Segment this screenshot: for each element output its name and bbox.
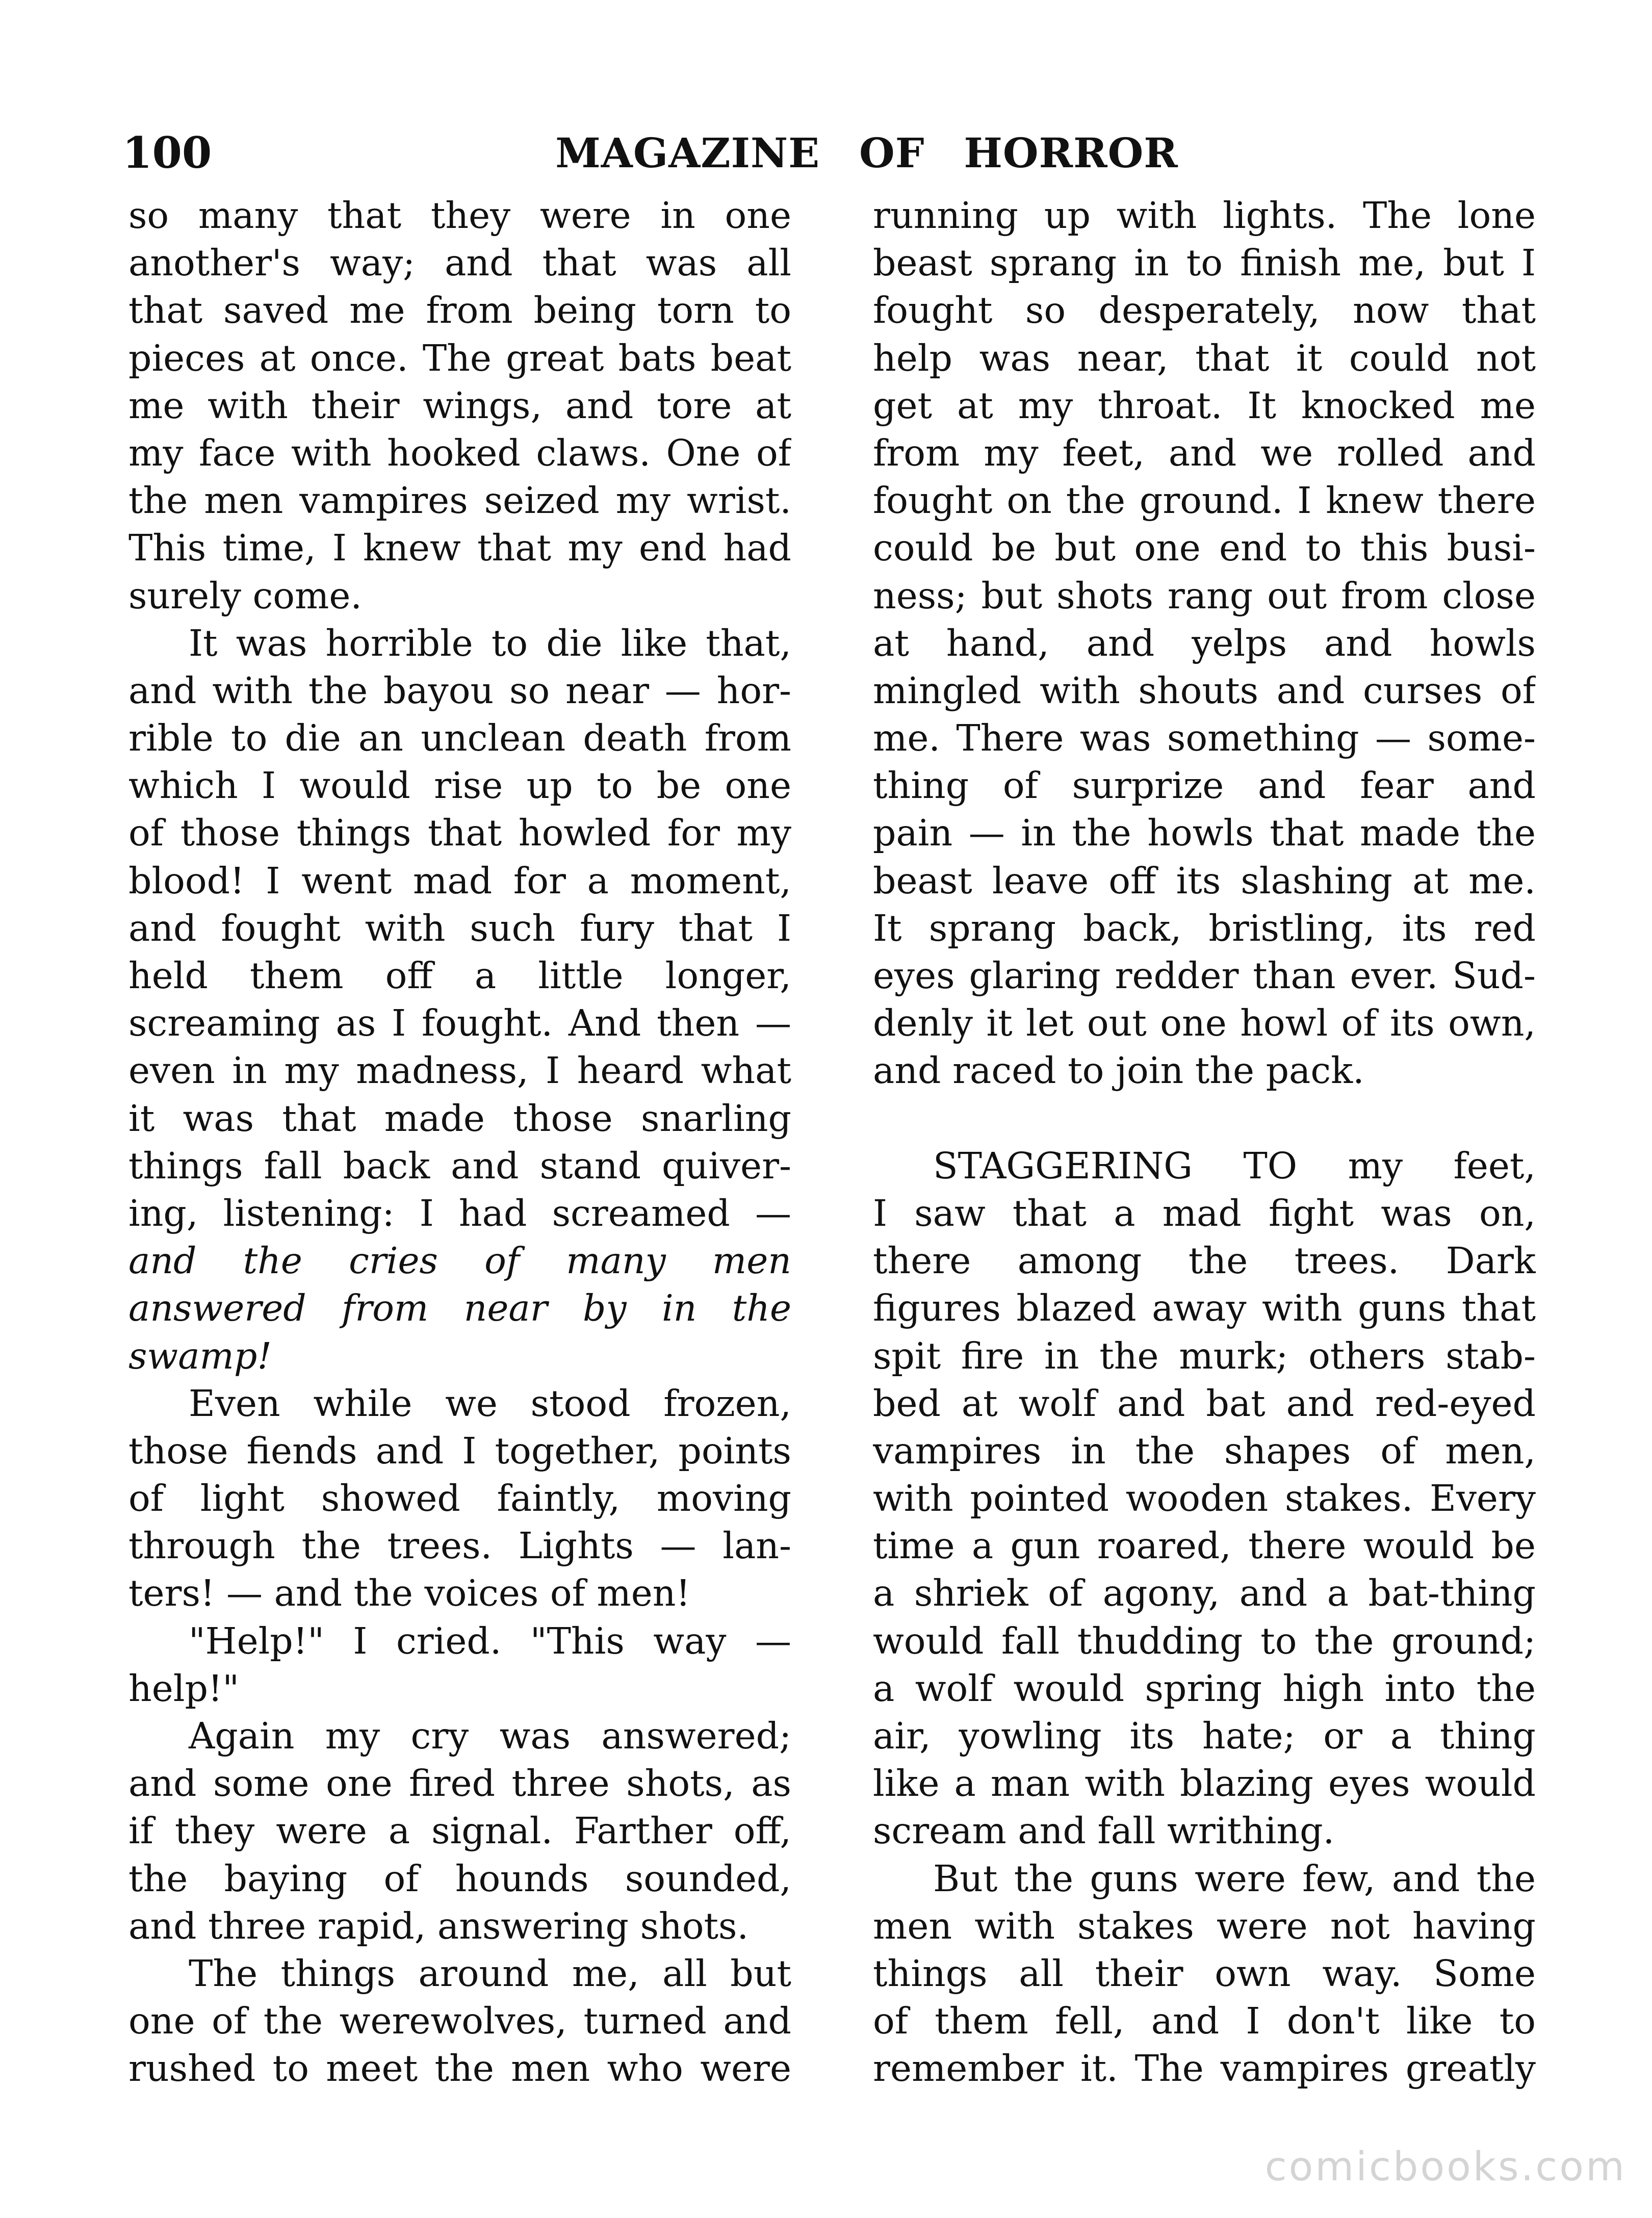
text-line: help was near, that it could not (873, 337, 1536, 379)
text-line: men with stakes were not having (873, 1904, 1536, 1947)
text-line: swamp! (128, 1334, 272, 1377)
text-line: of light showed faintly, moving (128, 1477, 791, 1520)
text-line: there among the trees. Dark (873, 1240, 1536, 1282)
text-line: of them fell, and I don't like to (873, 2000, 1536, 2043)
text-line: fought on the ground. I knew there (873, 479, 1536, 522)
text-line: my face with hooked claws. One of (128, 431, 791, 474)
text-line: held them off a little longer, (128, 955, 791, 997)
text-line: at hand, and yelps and howls (873, 622, 1536, 664)
running-title: MAGAZINE OF HORROR (555, 129, 1178, 177)
text-line: thing of surprize and fear and (873, 764, 1536, 807)
text-line: which I would rise up to be one (128, 764, 791, 807)
text-line: those fiends and I together, points (128, 1429, 791, 1472)
text-line: pieces at once. The great bats beat (128, 337, 791, 379)
page-number: 100 (122, 127, 212, 178)
text-line: beast leave off its slashing at me. (873, 859, 1536, 902)
text-line: me with their wings, and tore at (128, 384, 791, 427)
text-line: from my feet, and we rolled and (873, 431, 1536, 474)
text-line: beast sprang in to finish me, but I (873, 242, 1536, 285)
text-line: answered from near by in the (128, 1287, 791, 1330)
text-line: blood! I went mad for a moment, (128, 859, 791, 902)
text-line: ters! — and the voices of men! (128, 1572, 691, 1615)
text-line: ing, listening: I had screamed — (128, 1192, 791, 1234)
text-line: "Help!" I cried. "This way — (189, 1619, 791, 1662)
text-line: that saved me from being torn to (128, 289, 791, 332)
text-line: time a gun roared, there would be (873, 1525, 1536, 1567)
text-line: through the trees. Lights — lan- (128, 1525, 791, 1567)
text-line: scream and fall writhing. (873, 1810, 1335, 1852)
page-header (122, 127, 1540, 184)
text-line: figures blazed away with guns that (873, 1287, 1536, 1330)
text-line: mingled with shouts and curses of (873, 669, 1536, 712)
text-line: running up with lights. The lone (873, 194, 1536, 237)
text-line: a wolf would spring high into the (873, 1667, 1536, 1710)
text-line: Again my cry was answered; (189, 1715, 791, 1757)
text-line: so many that they were in one (128, 194, 791, 237)
text-line: This time, I knew that my end had (128, 527, 791, 570)
text-line: like a man with blazing eyes would (873, 1762, 1536, 1805)
text-line: surely come. (128, 574, 362, 617)
text-line: and with the bayou so near — hor- (128, 669, 791, 712)
text-line: rushed to meet the men who were (128, 2047, 791, 2090)
text-line: would fall thudding to the ground; (873, 1619, 1536, 1662)
text-line: bed at wolf and bat and red-eyed (873, 1382, 1536, 1425)
text-line: screaming as I fought. And then — (128, 1002, 791, 1045)
text-line: pain — in the howls that made the (873, 812, 1536, 855)
text-line: and the cries of many men (128, 1240, 791, 1282)
text-line: vampires in the shapes of men, (873, 1429, 1536, 1472)
watermark: comicbooks.com (1264, 2144, 1627, 2190)
text-line: The things around me, all but (189, 1952, 791, 1995)
text-line: I saw that a mad fight was on, (873, 1192, 1536, 1234)
text-line: rible to die an unclean death from (128, 717, 791, 760)
text-line: it was that made those snarling (128, 1097, 791, 1140)
text-line: air, yowling its hate; or a thing (873, 1715, 1536, 1757)
text-line: the baying of hounds sounded, (128, 1857, 791, 1900)
text-line: Even while we stood frozen, (189, 1382, 791, 1425)
text-line (873, 1095, 1536, 1142)
text-line: a shriek of agony, and a bat-thing (873, 1572, 1536, 1615)
text-line: It sprang back, bristling, its red (873, 907, 1536, 949)
text-line: things all their own way. Some (873, 1952, 1536, 1995)
text-line: could be but one end to this busi- (873, 527, 1536, 570)
text-line: It was horrible to die like that, (189, 622, 791, 664)
left-column (128, 192, 791, 2093)
text-line: fought so desperately, now that (873, 289, 1536, 332)
text-line: remember it. The vampires greatly (873, 2047, 1536, 2090)
text-line: But the guns were few, and the (933, 1857, 1536, 1900)
text-line: and fought with such fury that I (128, 907, 791, 949)
text-line: one of the werewolves, turned and (128, 2000, 791, 2043)
text-line: denly it let out one howl of its own, (873, 1002, 1536, 1045)
text-line: and raced to join the pack. (873, 1049, 1364, 1092)
text-line: spit fire in the murk; others stab- (873, 1334, 1536, 1377)
text-line: and three rapid, answering shots. (128, 1904, 749, 1947)
text-line: with pointed wooden stakes. Every (873, 1477, 1536, 1520)
text-line: ness; but shots rang out from close (873, 574, 1536, 617)
text-line: the men vampires seized my wrist. (128, 479, 791, 522)
text-line: STAGGERING TO my feet, (933, 1144, 1536, 1187)
text-line: things fall back and stand quiver- (128, 1144, 791, 1187)
text-line: eyes glaring redder than ever. Sud- (873, 955, 1536, 997)
text-line: me. There was something — some- (873, 717, 1536, 760)
right-column (873, 192, 1536, 2093)
text-line: and some one fired three shots, as (128, 1762, 791, 1805)
text-line: another's way; and that was all (128, 242, 791, 285)
text-line: help!" (128, 1667, 240, 1710)
text-line: if they were a signal. Farther off, (128, 1810, 791, 1852)
text-line: of those things that howled for my (128, 812, 791, 855)
text-line: get at my throat. It knocked me (873, 384, 1536, 427)
text-line: even in my madness, I heard what (128, 1049, 791, 1092)
